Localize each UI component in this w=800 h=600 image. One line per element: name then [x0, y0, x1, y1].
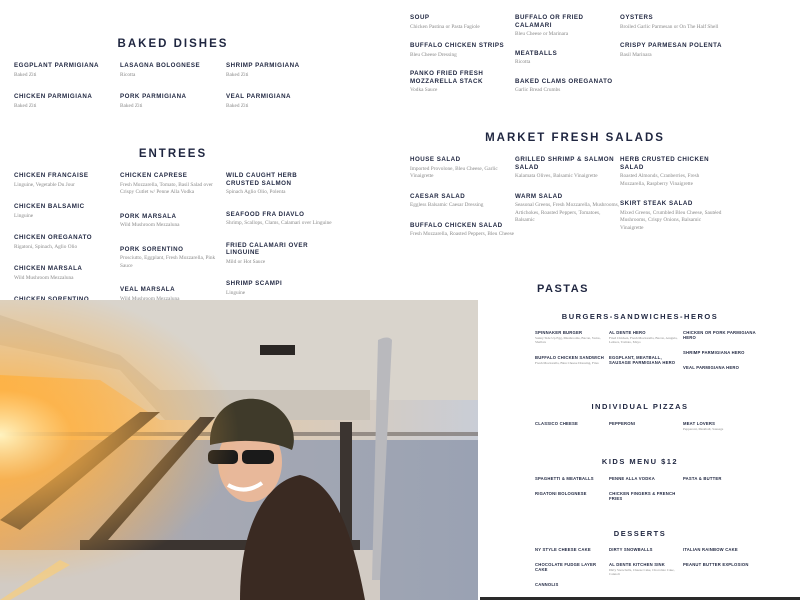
menu-item-description: Wild Mushroom Mezzaluna	[120, 295, 180, 300]
menu-item-name: HOUSE SALAD	[410, 156, 461, 163]
menu-column	[535, 421, 609, 431]
menu-item-name: CHICKEN MARSALA	[14, 265, 83, 272]
menu-item	[515, 50, 620, 67]
menu-item-name: VEAL PARMIGIANA	[226, 93, 292, 100]
menu-item-description: Prosciutto, Eggplant, Fresh Mozzarella, Pink Sauce	[120, 255, 216, 269]
menu-item-description: Linguine, Vegetable Du Jour	[14, 181, 75, 188]
menu-item-description: Garlic Bread Crumbs	[515, 87, 561, 93]
boat-photo	[0, 300, 478, 600]
menu-item	[410, 14, 515, 31]
menu-item-name: CANNOLIS	[535, 582, 559, 587]
menu-item	[120, 62, 226, 79]
menu-item-name: CRISPY PARMESAN POLENTA	[620, 42, 722, 49]
menu-item-name: WARM SALAD	[515, 192, 563, 200]
menu-item	[683, 365, 757, 370]
menu-column	[14, 172, 120, 300]
section-title: ENTREES	[138, 148, 208, 160]
menu-item-name: CLASSICO CHEESE	[535, 421, 579, 426]
menu-item-name: CHICKEN OR PORK PARMIGIANA HERO	[683, 330, 756, 340]
pizzas-section	[535, 421, 757, 431]
menu-item	[683, 421, 757, 431]
menu-item-name: FRIED CALAMARI OVER LINGUINE	[226, 241, 309, 256]
menu-item-description: Wild Mushroom Mezzaluna	[120, 222, 180, 228]
menu-item-description: Pepperoni, Meatball, Sausage	[683, 427, 724, 431]
menu-item	[620, 14, 725, 31]
menu-item-description: Shrimp, Scallops, Clams, Calamari over Linguine	[226, 220, 332, 226]
menu-item-description: Seasonal Greens, Fresh Mozzarella, Mushrooms, Artichokes, Roasted Peppers, Tomatoes, Balsamic	[515, 202, 620, 223]
menu-item	[515, 193, 620, 225]
menu-item-description: Fried Chicken, Fresh Mozzarella, Bacon, Arugula, Lettuce, Tomato, Mayo	[609, 336, 678, 345]
menu-item	[14, 234, 120, 251]
menu-item-description: Ricotta	[120, 71, 136, 78]
section-title: BURGERS-SANDWICHES-HEROS	[561, 312, 719, 321]
menu-item-name: BUFFALO CHICKEN SALAD	[410, 221, 503, 229]
menu-item-description: Spinach Aglio Olio, Polenta	[226, 189, 286, 195]
section-title: INDIVIDUAL PIZZAS	[591, 402, 689, 411]
menu-column	[120, 172, 226, 300]
menu-item-name: SOUP	[410, 14, 430, 21]
baked-dishes-section	[14, 38, 332, 110]
salads-section	[410, 132, 740, 239]
menu-item-name: PORK SORENTINO	[120, 245, 184, 253]
menu-item	[683, 562, 757, 567]
menu-item	[683, 330, 757, 340]
menu-item-name: SEAFOOD FRA DIAVLO	[226, 210, 305, 218]
menu-column	[226, 172, 332, 300]
menu-item	[226, 211, 332, 228]
menu-item-name: CHICKEN FRANCAISE	[14, 172, 89, 179]
menu-column	[226, 62, 332, 110]
section-title: KIDS MENU $12	[601, 457, 679, 466]
menu-item-description: Mild or Hot Sauce	[226, 258, 266, 265]
menu-item-description: Baked Ziti	[14, 102, 37, 109]
menu-item	[535, 476, 609, 481]
appetizers-section	[410, 14, 740, 95]
menu-item-description: Basil Marinara	[620, 51, 652, 58]
menu-item-name: CHICKEN PARMIGIANA	[14, 93, 93, 100]
menu-column	[609, 547, 683, 587]
menu-item-name: CHICKEN OREGANATO	[14, 234, 93, 241]
menu-item-name: EGGPLANT, MEATBALL, SAUSAGE PARMIGIANA HERO	[609, 354, 676, 365]
menu-item-name: VEAL PARMIGIANA HERO	[683, 365, 740, 370]
menu-item-name: SHRIMP PARMIGIANA HERO	[683, 350, 745, 355]
menu-item-description: Baked Ziti	[14, 71, 37, 78]
menu-item-name: AL DENTE KITCHEN SINK	[609, 562, 666, 567]
menu-item	[609, 547, 683, 552]
menu-item-description: Vodka Sauce	[410, 87, 438, 93]
menu-item-description: Chicken Pastina or Pasta Fagiole	[410, 23, 480, 30]
section-title: MARKET FRESH SALADS	[485, 132, 665, 144]
menu-item-name: CHOCOLATE FUDGE LAYER CAKE	[535, 562, 597, 572]
menu-item-description: Linguine	[226, 289, 246, 296]
menu-item-description: Roasted Almonds, Cranberries, Fresh Mozzarella, Raspberry Vinaigrette	[620, 173, 700, 187]
menu-item-description: Imported Provolone, Bleu Cheese, Garlic Vinaigrette	[410, 165, 498, 179]
menu-column	[120, 62, 226, 110]
menu-column	[515, 14, 620, 95]
menu-item-name: PEANUT BUTTER EXPLOSION	[683, 562, 749, 567]
menu-item-name: PASTA & BUTTER	[683, 476, 722, 481]
menu-item-description: Sunny Side Up Egg, Mushrooms, Bacon, Swiss, Shallots	[535, 336, 601, 345]
menu-item	[226, 280, 332, 297]
menu-item-name: WILD CAUGHT HERB CRUSTED SALMON	[226, 172, 298, 187]
menu-item-description: Broiled Garlic Parmesan or On The Half Shell	[620, 23, 719, 30]
menu-item-description: Baked Ziti	[226, 102, 249, 109]
menu-column	[609, 421, 683, 431]
menu-item-name: EGGPLANT PARMIGIANA	[14, 62, 100, 69]
menu-item-name: SKIRT STEAK SALAD	[620, 200, 693, 207]
menu-item-name: BUFFALO CHICKEN STRIPS	[410, 42, 505, 49]
menu-column	[535, 330, 609, 370]
menu-left-panel	[0, 0, 400, 300]
menu-item-name: LASAGNA BOLOGNESE	[120, 62, 201, 69]
pastas-title: PASTAS	[537, 283, 589, 295]
menu-item-description: Eggless Balsamic Caesar Dressing	[410, 202, 484, 208]
menu-item	[226, 93, 332, 110]
menu-item	[609, 562, 683, 577]
menu-item	[535, 562, 609, 572]
menu-column	[535, 476, 609, 501]
menu-item	[515, 14, 620, 39]
menu-item-name: SPAGHETTI & MEATBALLS	[535, 476, 594, 481]
menu-column	[515, 156, 620, 239]
menu-item	[535, 355, 609, 365]
menu-item	[609, 476, 683, 481]
menu-item-name: ITALIAN RAINBOW CAKE	[683, 547, 738, 552]
menu-item	[620, 42, 725, 59]
menu-column	[620, 156, 725, 239]
menu-item-description: Fresh Mozzarella, Roasted Peppers, Bleu Cheese	[410, 231, 514, 237]
menu-item-name: NY STYLE CHEESE CAKE	[535, 547, 591, 552]
menu-item-name: MEATBALLS	[515, 49, 558, 57]
menu-item-name: PORK MARSALA	[120, 212, 177, 220]
desserts-section	[535, 547, 757, 587]
menu-item-description: Bleu Cheese Dressing	[410, 51, 457, 58]
menu-item	[410, 70, 515, 95]
menu-item-name: RIGATONI BOLOGNESE	[535, 491, 587, 496]
menu-item-name: PENNE ALLA VODKA	[609, 476, 655, 481]
menu-item	[410, 156, 515, 181]
menu-item	[14, 265, 120, 282]
menu-column	[410, 156, 515, 239]
burgers-section	[535, 330, 757, 370]
menu-column	[535, 547, 609, 587]
menu-item-name: MEAT LOVERS	[683, 421, 716, 426]
menu-item-name: CAESAR SALAD	[410, 192, 466, 200]
menu-item	[410, 222, 515, 239]
menu-item-name: CHICKEN BALSAMIC	[14, 203, 85, 210]
menu-item-description: Rigatoni, Spinach, Aglio Olio	[14, 243, 78, 250]
menu-item	[226, 62, 332, 79]
menu-item	[620, 156, 725, 188]
menu-column	[683, 421, 757, 431]
menu-item	[535, 547, 609, 552]
menu-item-name: BUFFALO OR FRIED CALAMARI	[515, 14, 584, 29]
menu-item-name: AL DENTE HERO	[609, 330, 646, 335]
menu-column	[683, 476, 757, 501]
menu-item	[120, 213, 226, 230]
menu-item-name: PEPPERONI	[609, 421, 636, 426]
menu-column	[620, 14, 725, 95]
menu-item	[515, 156, 620, 181]
menu-item-name: VEAL MARSALA	[120, 286, 176, 293]
menu-item	[410, 42, 515, 59]
menu-item-name: SPINNAKER BURGER	[535, 330, 583, 335]
menu-item	[683, 476, 757, 481]
menu-item	[120, 246, 226, 271]
menu-item-name: CHICKEN FINGERS & FRENCH FRIES	[609, 491, 676, 501]
menu-item-name: BAKED CLAMS OREGANATO	[515, 77, 613, 85]
menu-item	[14, 172, 120, 189]
menu-item	[14, 93, 120, 110]
menu-item-description: Kalamata Olives, Balsamic Vinaigrette	[515, 173, 598, 179]
menu-column	[683, 330, 757, 370]
menu-item-name: PORK PARMIGIANA	[120, 93, 187, 100]
menu-item-description: Wild Mushroom Mezzaluna	[14, 274, 74, 281]
menu-item	[14, 62, 120, 79]
menu-item	[410, 193, 515, 210]
menu-item-name: BUFFALO CHICKEN SANDWICH	[535, 354, 605, 360]
menu-item	[515, 78, 620, 95]
menu-item	[120, 172, 226, 197]
menu-item-description: Baked Ziti	[226, 71, 249, 78]
menu-right-panel	[480, 270, 800, 600]
menu-item	[226, 242, 332, 267]
menu-column	[683, 547, 757, 587]
menu-item-description: Fresh Mozzarella, Bleu Cheese Dressing, Fries	[535, 360, 599, 365]
section-title: DESSERTS	[613, 529, 667, 538]
menu-item	[535, 491, 609, 496]
menu-item-name: HERB CRUSTED CHICKEN SALAD	[620, 156, 710, 171]
menu-item	[609, 330, 683, 345]
menu-item-description: Fresh Mozzarella, Tomato, Basil Salad over Crispy Cutlet w/ Penne Alla Vodka	[120, 181, 213, 195]
menu-item-description: Baked Ziti	[120, 102, 143, 109]
menu-item	[609, 421, 683, 426]
menu-column	[410, 14, 515, 95]
menu-item	[14, 203, 120, 220]
menu-item	[609, 491, 683, 501]
menu-item-name: DIRTY SNOWBALLS	[609, 547, 653, 552]
menu-column	[609, 476, 683, 501]
menu-item-description: Ricotta	[515, 59, 531, 65]
menu-item	[120, 93, 226, 110]
menu-item-description: Linguine	[14, 212, 34, 219]
entrees-section	[14, 148, 332, 300]
menu-item	[120, 286, 226, 300]
menu-item	[683, 547, 757, 552]
menu-item-description: Mixed Greens, Crumbled Bleu Cheese, Sautéed Mushrooms, Crispy Onions, Balsamic Vinaigrette	[620, 209, 722, 231]
menu-item-name: SHRIMP PARMIGIANA	[226, 62, 300, 69]
menu-item-name: PANKO FRIED FRESH MOZZARELLA STACK	[410, 70, 484, 85]
menu-item-name: OYSTERS	[620, 14, 654, 21]
menu-item	[535, 582, 609, 587]
menu-item	[683, 350, 757, 355]
menu-item-description: Bleu Cheese or Marinara	[515, 31, 569, 37]
menu-item	[226, 172, 332, 197]
menu-column	[14, 62, 120, 110]
menu-item	[535, 330, 609, 345]
menu-item-name: SHRIMP SCAMPI	[226, 280, 283, 287]
menu-item-name: GRILLED SHRIMP & SALMON SALAD	[515, 156, 615, 171]
menu-item-description: Dirty Snowballs, Cheese Cake, Chocolate Cake, Cannoli	[609, 568, 675, 577]
kids-menu-section	[535, 476, 757, 501]
menu-item	[535, 421, 609, 426]
section-title: BAKED DISHES	[117, 38, 229, 50]
menu-column	[609, 330, 683, 370]
menu-item	[609, 355, 683, 365]
menu-item-name: CHICKEN CAPRESE	[120, 172, 188, 179]
menu-item	[620, 200, 725, 232]
menu-item-name: CHICKEN SORENTINO	[14, 296, 90, 300]
